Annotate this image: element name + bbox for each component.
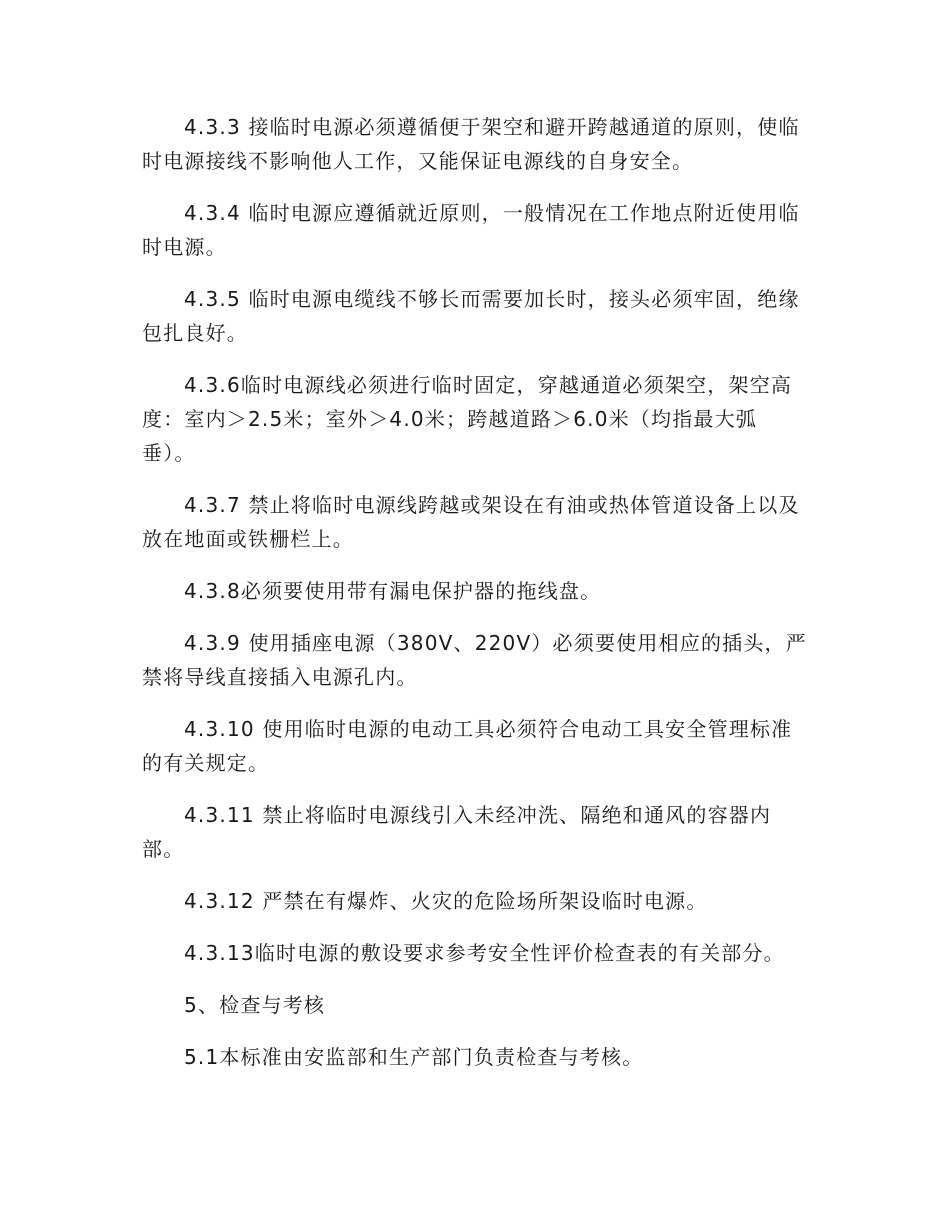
document-body [142, 110, 810, 1092]
clause-4-3-4: 4.3.4 临时电源应遵循就近原则，一般情况在工作地点附近使用临时电源。 [142, 201, 800, 259]
clause-4-3-6: 4.3.6临时电源线必须进行临时固定，穿越通道必须架空，架空高度：室内＞2.5米；室外＞4.0米；跨越道路＞6.0米（均指最大弧垂）。 [142, 373, 793, 465]
section-heading-5: 5、检查与考核 [184, 993, 326, 1017]
clause-4-3-13: 4.3.13临时电源的敷设要求参考安全性评价检查表的有关部分。 [184, 941, 785, 965]
clause-4-3-9: 4.3.9 使用插座电源（380V、220V）必须要使用相应的插头，严禁将导线直接插入电源孔内。 [142, 631, 807, 689]
clause-4-3-7: 4.3.7 禁止将临时电源线跨越或架设在有油或热体管道设备上以及放在地面或铁栅栏上。 [142, 493, 800, 551]
clause-4-3-10: 4.3.10 使用临时电源的电动工具必须符合电动工具安全管理标准的有关规定。 [142, 717, 793, 775]
clause-4-3-11: 4.3.11 禁止将临时电源线引入未经冲洗、隔绝和通风的容器内部。 [142, 803, 772, 861]
clause-5-1: 5.1本标准由安监部和生产部门负责检查与考核。 [184, 1045, 644, 1069]
clause-4-3-8: 4.3.8必须要使用带有漏电保护器的拖线盘。 [184, 579, 602, 603]
clause-4-3-3: 4.3.3 接临时电源必须遵循便于架空和避开跨越通道的原则，使临时电源接线不影响他人工作，又能保证电源线的自身安全。 [142, 115, 800, 173]
clause-4-3-12: 4.3.12 严禁在有爆炸、火灾的危险场所架设临时电源。 [184, 889, 708, 913]
clause-4-3-5: 4.3.5 临时电源电缆线不够长而需要加长时，接头必须牢固，绝缘包扎良好。 [142, 287, 800, 345]
